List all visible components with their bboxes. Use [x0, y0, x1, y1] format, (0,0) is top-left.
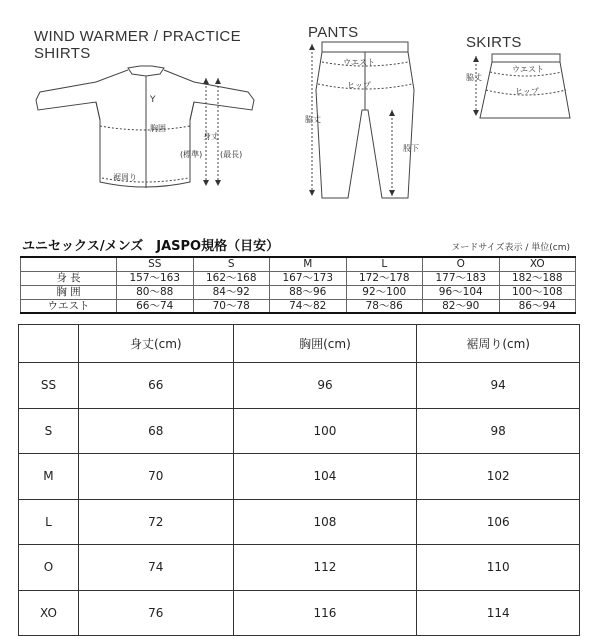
- jaspo-cell: 96〜104: [423, 285, 500, 299]
- shirt-length-label: 身丈: [203, 132, 219, 141]
- table-row: [19, 363, 580, 409]
- jaspo-cell: 162〜168: [193, 271, 270, 285]
- hem-value: 94: [417, 363, 580, 409]
- size-label: S: [19, 408, 79, 454]
- table-row: [19, 499, 580, 545]
- garment-diagrams: [0, 0, 600, 236]
- jaspo-col-xo: XO: [499, 257, 576, 271]
- jaspo-cell: 86〜94: [499, 299, 576, 313]
- length-value: 68: [78, 408, 233, 454]
- jaspo-table: [20, 256, 576, 314]
- size-header-chest: 胸囲(cm): [233, 325, 417, 363]
- size-header-blank: [19, 325, 79, 363]
- jaspo-cell: 92〜100: [346, 285, 423, 299]
- size-label: O: [19, 545, 79, 591]
- size-label: L: [19, 499, 79, 545]
- skirts-title: SKIRTS: [466, 34, 522, 51]
- jaspo-row-chest: [21, 285, 576, 299]
- size-label: M: [19, 454, 79, 500]
- jaspo-col-ss: SS: [117, 257, 194, 271]
- jaspo-note: ヌードサイズ表示 / 単位(cm): [451, 243, 570, 253]
- jaspo-cell: 88〜96: [270, 285, 347, 299]
- pants-hip-label: ヒップ: [347, 81, 371, 90]
- size-table-header: [19, 325, 580, 363]
- chest-value: 116: [233, 590, 417, 636]
- hem-value: 110: [417, 545, 580, 591]
- hem-value: 106: [417, 499, 580, 545]
- jaspo-row-height: [21, 271, 576, 285]
- chest-value: 96: [233, 363, 417, 409]
- size-label: XO: [19, 590, 79, 636]
- table-row: [19, 454, 580, 500]
- length-value: 66: [78, 363, 233, 409]
- jaspo-header-row: [21, 257, 576, 271]
- shirt-standard-label: (標準): [180, 150, 203, 159]
- jaspo-row-label: 身 長: [21, 271, 117, 285]
- hem-value: 98: [417, 408, 580, 454]
- jaspo-cell: 167〜173: [270, 271, 347, 285]
- jaspo-cell: 82〜90: [423, 299, 500, 313]
- pants-waist-label: ウエスト: [343, 58, 375, 67]
- chest-value: 104: [233, 454, 417, 500]
- jaspo-cell: 172〜178: [346, 271, 423, 285]
- jaspo-cell: 182〜188: [499, 271, 576, 285]
- jaspo-cell: 74〜82: [270, 299, 347, 313]
- jaspo-cell: 157〜163: [117, 271, 194, 285]
- shirt-longer-label: (最長): [220, 150, 243, 159]
- jaspo-col-s: S: [193, 257, 270, 271]
- table-row: [19, 408, 580, 454]
- shirt-title-line2: SHIRTS: [34, 45, 91, 62]
- jaspo-row-waist: [21, 299, 576, 313]
- skirts-side-label: 脇丈: [466, 73, 482, 82]
- shirt-hem-label: 裾周り: [113, 173, 137, 182]
- length-value: 76: [78, 590, 233, 636]
- chest-value: 112: [233, 545, 417, 591]
- jaspo-cell: 66〜74: [117, 299, 194, 313]
- skirts-hip-label: ヒップ: [515, 87, 539, 96]
- jaspo-col-m: M: [270, 257, 347, 271]
- pants-inseam-label: 股下: [403, 144, 419, 153]
- length-value: 72: [78, 499, 233, 545]
- jaspo-cell: 177〜183: [423, 271, 500, 285]
- chest-value: 100: [233, 408, 417, 454]
- shirt-diagram: [30, 60, 260, 200]
- length-value: 74: [78, 545, 233, 591]
- jaspo-col-o: O: [423, 257, 500, 271]
- pants-side-label: 脇丈: [305, 115, 321, 124]
- jaspo-title: ユニセックス/メンズ JASPO規格（目安）: [22, 239, 280, 254]
- jaspo-cell: 84〜92: [193, 285, 270, 299]
- jaspo-cell: 78〜86: [346, 299, 423, 313]
- hem-value: 102: [417, 454, 580, 500]
- jaspo-row-label: 胸 囲: [21, 285, 117, 299]
- table-row: [19, 545, 580, 591]
- jaspo-cell: 70〜78: [193, 299, 270, 313]
- size-table: [18, 324, 580, 636]
- jaspo-col-l: L: [346, 257, 423, 271]
- shirt-title: [34, 28, 241, 62]
- svg-text:Y: Y: [150, 95, 156, 105]
- jaspo-row-label: ウエスト: [21, 299, 117, 313]
- pants-title: PANTS: [308, 24, 359, 41]
- shirt-title-line1: WIND WARMER / PRACTICE: [34, 28, 241, 45]
- size-header-hem: 裾周り(cm): [417, 325, 580, 363]
- hem-value: 114: [417, 590, 580, 636]
- size-label: SS: [19, 363, 79, 409]
- size-header-length: 身丈(cm): [78, 325, 233, 363]
- skirts-waist-label: ウエスト: [512, 65, 544, 74]
- table-row: [19, 590, 580, 636]
- jaspo-corner: [21, 257, 117, 271]
- length-value: 70: [78, 454, 233, 500]
- jaspo-cell: 100〜108: [499, 285, 576, 299]
- chest-value: 108: [233, 499, 417, 545]
- shirt-chest-label: 胸囲: [150, 124, 166, 133]
- jaspo-cell: 80〜88: [117, 285, 194, 299]
